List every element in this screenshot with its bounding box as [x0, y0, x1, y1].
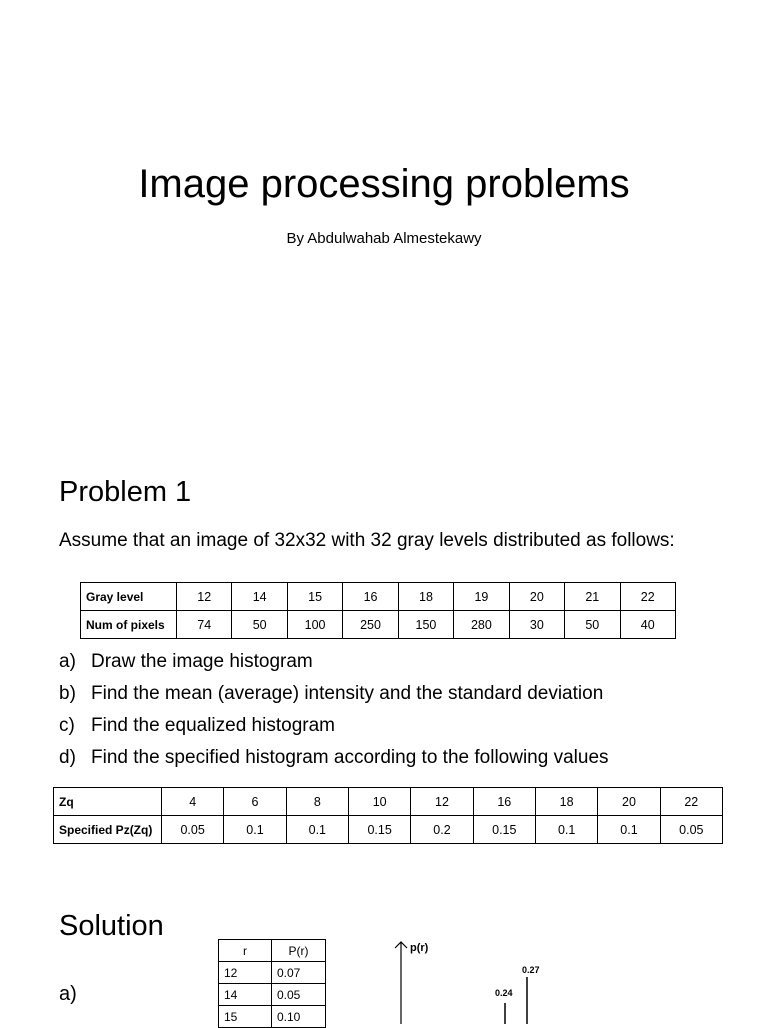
gray-level-table — [80, 582, 676, 639]
gray-level-cell: 12 — [177, 583, 232, 611]
question-text: Draw the image histogram — [91, 651, 313, 672]
pz-cell: 0.15 — [348, 816, 410, 844]
table-row — [54, 816, 723, 844]
bar-label: 0.24 — [495, 988, 513, 998]
y-axis-label: p(r) — [410, 942, 429, 954]
table-row — [219, 984, 326, 1006]
histogram-sketch — [380, 935, 580, 1024]
question-label: b) — [59, 683, 76, 704]
gray-level-header: Gray level — [81, 583, 177, 611]
pz-cell: 0.1 — [224, 816, 286, 844]
problem-heading: Problem 1 — [59, 476, 192, 508]
specified-histogram-table — [53, 787, 723, 844]
zq-cell: 18 — [535, 788, 597, 816]
num-pixels-cell: 250 — [343, 611, 398, 639]
zq-cell: 8 — [286, 788, 348, 816]
table-row — [219, 962, 326, 984]
list-item — [59, 680, 609, 712]
list-item — [59, 712, 609, 744]
r-cell: 15 — [219, 1006, 272, 1028]
bar-label: 0.27 — [522, 965, 540, 975]
table-row — [219, 940, 326, 962]
question-label: a) — [59, 651, 76, 672]
question-text: Find the specified histogram according to the following values — [91, 747, 609, 768]
pr-cell: 0.10 — [272, 1006, 326, 1028]
pr-cell: 0.05 — [272, 984, 326, 1006]
gray-level-cell: 16 — [343, 583, 398, 611]
pz-cell: 0.1 — [535, 816, 597, 844]
r-cell: 14 — [219, 984, 272, 1006]
list-item — [59, 744, 609, 776]
gray-level-cell: 15 — [287, 583, 342, 611]
num-pixels-header: Num of pixels — [81, 611, 177, 639]
zq-cell: 4 — [162, 788, 224, 816]
list-item — [59, 648, 609, 680]
zq-cell: 22 — [660, 788, 722, 816]
pr-column-header: P(r) — [272, 940, 326, 962]
question-text: Find the equalized histogram — [91, 715, 335, 736]
author-line: By Abdulwahab Almestekawy — [286, 230, 482, 247]
r-column-header: r — [219, 940, 272, 962]
zq-cell: 20 — [598, 788, 660, 816]
pz-cell: 0.05 — [162, 816, 224, 844]
gray-level-cell: 20 — [509, 583, 564, 611]
pz-cell: 0.1 — [598, 816, 660, 844]
table-row — [81, 583, 676, 611]
table-row — [81, 611, 676, 639]
num-pixels-cell: 50 — [232, 611, 287, 639]
page-title: Image processing problems — [138, 162, 630, 206]
solution-part-label: a) — [59, 983, 77, 1005]
problem-description: Assume that an image of 32x32 with 32 gray levels distributed as follows: — [59, 530, 675, 551]
pz-cell: 0.05 — [660, 816, 722, 844]
num-pixels-cell: 50 — [565, 611, 620, 639]
zq-cell: 10 — [348, 788, 410, 816]
zq-cell: 12 — [411, 788, 473, 816]
gray-level-cell: 19 — [454, 583, 509, 611]
gray-level-cell: 21 — [565, 583, 620, 611]
gray-level-cell: 22 — [620, 583, 676, 611]
num-pixels-cell: 30 — [509, 611, 564, 639]
question-label: c) — [59, 715, 75, 736]
table-row — [54, 788, 723, 816]
pz-header: Specified Pz(Zq) — [54, 816, 162, 844]
question-list — [59, 648, 609, 776]
num-pixels-cell: 150 — [398, 611, 453, 639]
pz-cell: 0.1 — [286, 816, 348, 844]
zq-cell: 16 — [473, 788, 535, 816]
probability-table — [218, 939, 326, 1028]
pr-cell: 0.07 — [272, 962, 326, 984]
table-row — [219, 1006, 326, 1028]
num-pixels-cell: 74 — [177, 611, 232, 639]
zq-cell: 6 — [224, 788, 286, 816]
pz-cell: 0.15 — [473, 816, 535, 844]
solution-heading: Solution — [59, 910, 164, 942]
gray-level-cell: 18 — [398, 583, 453, 611]
r-cell: 12 — [219, 962, 272, 984]
pz-cell: 0.2 — [411, 816, 473, 844]
gray-level-cell: 14 — [232, 583, 287, 611]
question-label: d) — [59, 747, 76, 768]
zq-header: Zq — [54, 788, 162, 816]
num-pixels-cell: 100 — [287, 611, 342, 639]
num-pixels-cell: 40 — [620, 611, 676, 639]
num-pixels-cell: 280 — [454, 611, 509, 639]
question-text: Find the mean (average) intensity and the standard deviation — [91, 683, 604, 704]
